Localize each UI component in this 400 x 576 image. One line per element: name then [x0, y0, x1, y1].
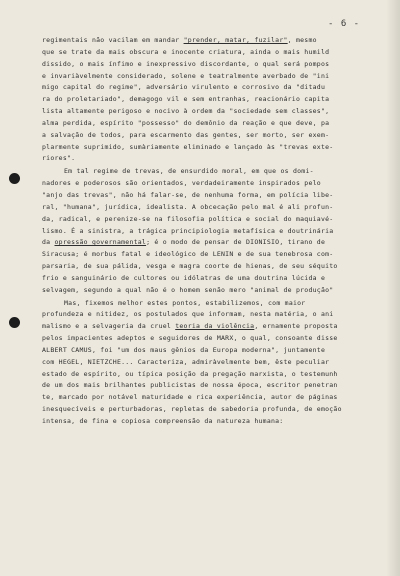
line-text: regimentais não vacilam em mandar: [42, 36, 184, 44]
text-line: [42, 309, 394, 321]
line-text: riores".: [42, 154, 76, 163]
text-line: [42, 249, 394, 261]
line-text: lismo. É a sinistra, a trágica principiologia metafísica e doutrinária: [42, 226, 334, 235]
line-text: "anjo das trevas", não há falar-se, de nenhuma forma, em polícia libe-: [42, 190, 334, 199]
line-text: profundeza e nitidez, os postulados que informam, nesta matéria, o ani: [42, 310, 334, 319]
text-line: [42, 82, 394, 94]
line-text: da: [42, 238, 55, 247]
text-line: [42, 153, 394, 165]
text-line: [42, 298, 394, 310]
text-line: [42, 190, 394, 202]
punch-hole-top: [9, 173, 20, 184]
line-text: alma perdida, espírito "possesso" do demônio da reação e que deve, pa: [42, 118, 330, 127]
text-line: [42, 106, 394, 118]
line-text: com HEGEL, NIETZCHE... Caracteriza, admiràvelmente bem, êste peculiar: [42, 357, 330, 366]
text-line: [42, 333, 394, 345]
line-text: ral, "humana", jurídica, idealista. A obcecação pelo mal é ali profun-: [42, 202, 334, 211]
text-line: [42, 273, 394, 285]
text-line: [42, 321, 394, 333]
underlined-text: opressão governamental: [54, 238, 147, 247]
text-line: [42, 226, 394, 238]
line-text: parsaria, de sua pálida, vesga e magra coorte de hienas, de seu séquito: [42, 262, 338, 271]
text-line: [42, 392, 394, 404]
text-line: [42, 59, 394, 71]
line-text: Em tal regime de trevas, de ensurdido moral, em que os domi-: [64, 167, 314, 176]
text-line: [42, 285, 394, 297]
text-line: [42, 71, 394, 83]
line-text: malismo e a selvageria da cruel: [42, 322, 176, 331]
body-text: [42, 35, 394, 428]
text-line: [42, 178, 394, 190]
line-text: inesquecíveis e perturbadoras, repletas de sabedoria profunda, de emoção: [42, 405, 342, 414]
text-line: [42, 369, 394, 381]
text-line: [42, 345, 394, 357]
text-line: [42, 142, 394, 154]
text-line: [42, 35, 394, 47]
line-text: ALBERT CAMUS, foi "um dos maus gênios da Europa moderna", juntamente: [42, 345, 326, 354]
text-line: [42, 130, 394, 142]
line-text: nadores e poderosos são orientados, verdadeiramente inspirados pelo: [42, 179, 321, 188]
page-number: - 6 -: [328, 19, 361, 29]
line-text: pelos impacientes adeptos e seguidores de MARX, o qual, consoante disse: [42, 334, 338, 343]
text-line: [42, 237, 394, 249]
line-text: de um dos mais brilhantes publicistas de nossa época, escritor penetran: [42, 381, 338, 390]
text-line: [42, 380, 394, 392]
line-text: a salvação de todos, para escarmento das gentes, ser morto, ser exem-: [42, 130, 330, 139]
text-line: [42, 416, 394, 428]
text-line: [42, 47, 394, 59]
line-text: migo capital do regime", adversário virulento e corrosivo da "ditadu: [42, 83, 326, 92]
line-text: dissido, o mais ínfimo e inexpressivo discordante, o qual será pompos: [42, 59, 330, 68]
text-line: [42, 214, 394, 226]
line-text: ; é o modo de pensar de DIONISIO, tirano de: [146, 238, 326, 247]
line-text: frio e sanguinário de cultores ou idólatras de uma doutrina lúcida e: [42, 273, 326, 282]
underlined-text: "prender, matar, fuzilar": [183, 36, 288, 44]
text-line: [42, 261, 394, 273]
line-text: Mas, fixemos melhor estes pontos, estabilizemos, com maior: [64, 298, 306, 307]
text-line: [42, 166, 394, 178]
line-text: te, marcado por notável maturidade e rica experiência, autor de páginas: [42, 393, 338, 402]
line-text: plarmente suprimido, sumàriamente eliminado e lançado às "trevas exte-: [42, 142, 334, 151]
line-text: que se trate da mais obscura e inocente criatura, ainda o mais humild: [42, 47, 330, 56]
line-text: selvagem, segundo a qual não é o homem senão mero "animal de produção": [42, 285, 334, 294]
line-text: , mesmo: [287, 36, 317, 44]
line-text: , ernamente proposta: [254, 322, 338, 331]
line-text: ra do proletariado", demagogo vil e sem entranhas, reacionário capita: [42, 95, 330, 104]
underlined-text: teoria da violência: [175, 322, 255, 331]
line-text: Siracusa; é morbus fatal e ideológico de LENIN e de sua tenebrosa com-: [42, 250, 334, 259]
line-text: intensa, de fina e copiosa compreensão da natureza humana:: [42, 417, 284, 425]
text-line: [42, 202, 394, 214]
text-line: [42, 94, 394, 106]
line-text: e invariàvelmente considerado, solene e teatralmente averbado de "ini: [42, 71, 330, 80]
line-text: estado de espírito, ou típica posição da pregação marxista, o testemunh: [42, 369, 338, 378]
text-line: [42, 118, 394, 130]
text-line: [42, 357, 394, 369]
punch-hole-bottom: [9, 317, 20, 328]
line-text: lista altamente perigoso e nocivo à ordem da "sociedade sem classes",: [42, 107, 330, 116]
text-line: [42, 404, 394, 416]
line-text: da, radical, e perenize-se na filosofia política e social do maquiavé-: [42, 214, 334, 223]
